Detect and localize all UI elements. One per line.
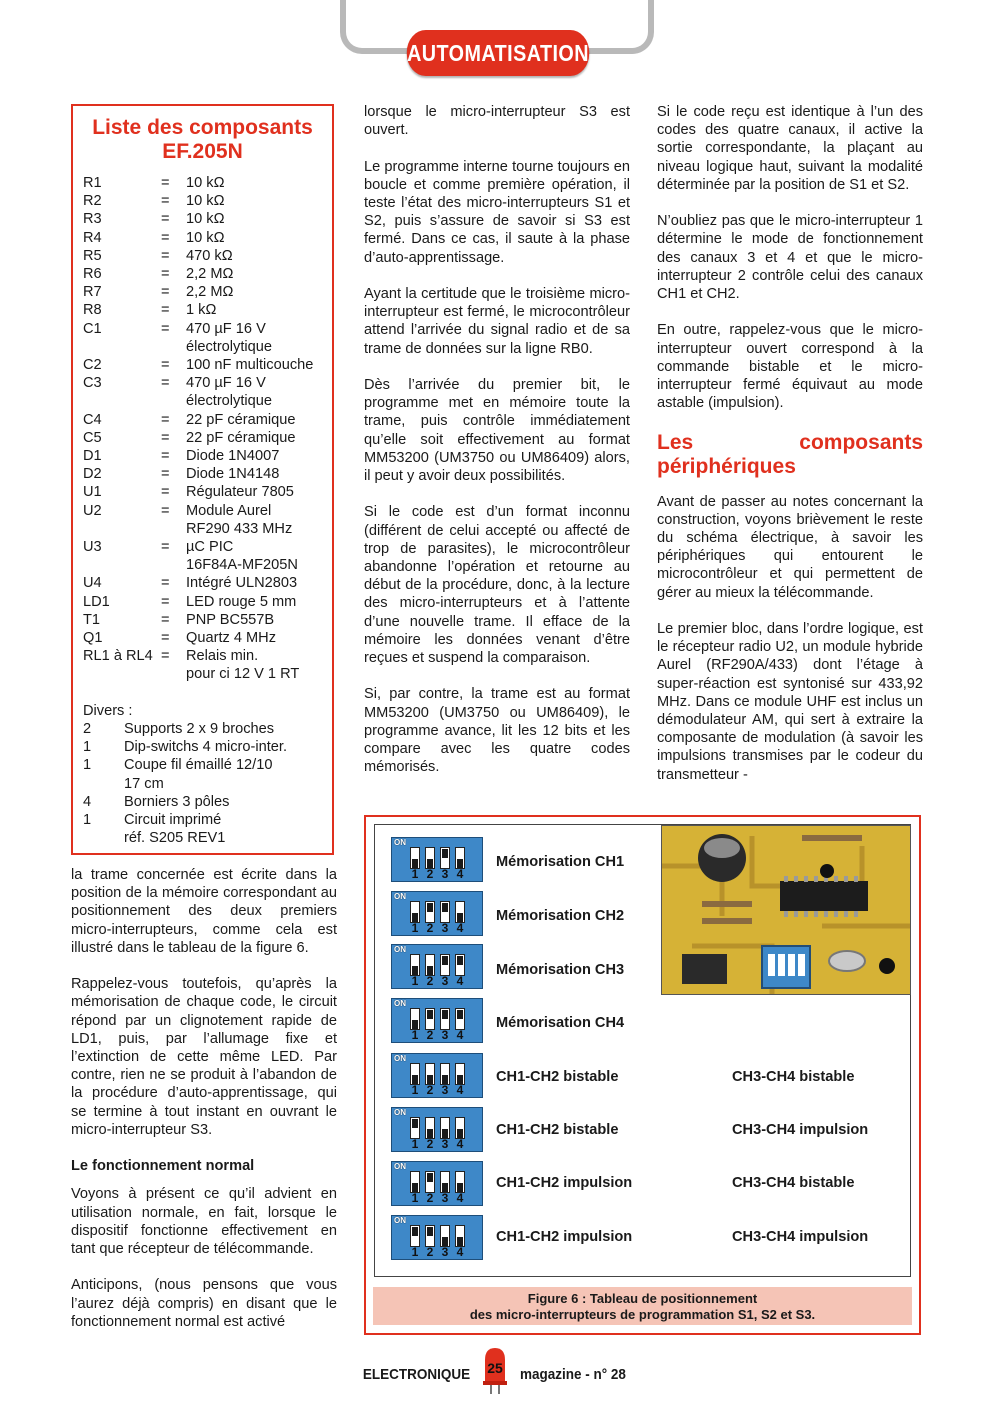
section-label: AUTOMATISATION	[407, 30, 589, 76]
switch-number: 2	[426, 1245, 434, 1259]
switch-number: 4	[456, 921, 464, 935]
part-value	[186, 320, 322, 356]
paragraph: Anticipons, (nous pensons que vous l’aurez déjà compris) en disant que le fonctionnement normal est activé	[71, 1277, 337, 1330]
part-value	[186, 593, 322, 611]
divers-line: Supports 2 x 9 broches	[124, 721, 275, 738]
part-equals: =	[161, 375, 170, 392]
divers-qty: 1	[83, 757, 92, 774]
figure-row-label: CH1-CH2 impulsion	[496, 1175, 633, 1191]
parts-row	[83, 192, 322, 210]
part-value	[186, 483, 322, 501]
part-ref: R4	[83, 229, 102, 246]
figure-row-label-2: CH3-CH4 bistable	[732, 1175, 855, 1191]
part-equals: =	[161, 266, 170, 283]
switch-lever	[425, 1225, 435, 1247]
switch-number: 2	[426, 1028, 434, 1042]
switch-knob	[427, 1010, 433, 1019]
divers-item	[124, 793, 322, 811]
switch-lever	[410, 1008, 420, 1030]
paragraph: Le premier bloc, dans l’ordre logique, est le récepteur radio U2, un module hybride Aurel (RF290A/433) dont l’étage à super-réaction est syntonisé sur 433,92 MHz. Dans ce module UHF est inclus un démodulateur AM, qui sert à extraire la composante de modulation (à savoir les impulsions transmises par le codeur du transmetteur -	[657, 621, 923, 783]
parts-row	[83, 283, 322, 301]
paragraph: Si le code reçu est identique à l’un des codes des quatre canaux, il active la sortie correspondante, la plaçant au niveau logique haut, suivant la modalité déterminée par la position de S1 et S2.	[657, 104, 923, 193]
switch-knob	[442, 903, 448, 912]
part-value	[186, 447, 322, 465]
switch-knob	[412, 1227, 418, 1236]
switch-number: 4	[456, 1028, 464, 1042]
divers-line-2: 17 cm	[124, 775, 164, 792]
circuit-board-illustration	[662, 826, 911, 995]
divers-item	[124, 738, 322, 756]
switch-number: 1	[411, 1191, 419, 1205]
part-ref: C2	[83, 357, 102, 374]
parts-row	[83, 210, 322, 228]
parts-row	[83, 247, 322, 265]
switch-number: 1	[411, 867, 419, 881]
part-equals: =	[161, 302, 170, 319]
switch-on-label: ON	[394, 838, 406, 847]
switch-on-label: ON	[394, 1162, 406, 1171]
part-equals: =	[161, 630, 170, 647]
parts-row	[83, 320, 322, 356]
figure-row-label: CH1-CH2 impulsion	[496, 1229, 633, 1245]
switch-number: 2	[426, 921, 434, 935]
switch-lever	[455, 1225, 465, 1247]
paragraph: Dès l’arrivée du premier bit, le programme met en mémoire toute la trame, puis contrôle immédiatement qu’elle soit effectivement au format MM53200 (UM3750 ou UM86409) alors, il peut y avoir deux possibilités.	[364, 377, 630, 485]
switch-knob	[442, 849, 448, 858]
dip-switch-icon	[391, 944, 483, 989]
part-value-line: Diode 1N4148	[186, 466, 280, 483]
switch-number: 3	[441, 1028, 449, 1042]
parts-row	[83, 629, 322, 647]
part-value-line: Régulateur 7805	[186, 484, 294, 501]
parts-list	[83, 174, 322, 684]
switch-number: 3	[441, 921, 449, 935]
paragraph: Rappelez-vous toutefois, qu’après la mémorisation de chaque code, le circuit répond par un clignotement rapide de LD1, puis, par l’allumage fixe et l’extinction de cette même LED. Par contre, rien ne se produit à l’abandon de la procédure d’auto-apprentissage, qui se termine à tout instant en ouvrant le micro-interrupteur S3.	[71, 976, 337, 1138]
switch-knob	[427, 1173, 433, 1182]
switch-lever	[410, 1171, 420, 1193]
switch-lever	[440, 1008, 450, 1030]
part-value-line: Intégré ULN2803	[186, 575, 298, 592]
switch-number: 4	[456, 1083, 464, 1097]
page-number-led-icon	[482, 1348, 508, 1388]
switch-lever	[410, 1225, 420, 1247]
part-value-line: 10 kΩ	[186, 211, 225, 228]
part-equals: =	[161, 429, 170, 446]
part-value-line: Relais min.	[186, 648, 259, 665]
part-equals: =	[161, 484, 170, 501]
divers-qty: 2	[83, 721, 92, 738]
figure-row-label-2: CH3-CH4 bistable	[732, 1069, 855, 1085]
part-ref: R3	[83, 211, 102, 228]
divers-item	[124, 756, 322, 792]
parts-row	[83, 356, 322, 374]
divers-title: Divers :	[83, 702, 133, 719]
part-value	[186, 247, 322, 265]
part-value-line: 22 pF céramique	[186, 429, 296, 446]
switch-lever	[455, 1008, 465, 1030]
part-value-line: 100 nF multicouche	[186, 357, 314, 374]
part-value	[186, 411, 322, 429]
divers-line: Circuit imprimé	[124, 812, 222, 829]
switch-lever	[425, 1008, 435, 1030]
part-equals: =	[161, 611, 170, 628]
parts-row	[83, 429, 322, 447]
switch-lever	[425, 954, 435, 976]
switch-lever	[440, 1117, 450, 1139]
parts-row	[83, 574, 322, 592]
switch-lever	[410, 847, 420, 869]
part-value-line: 2,2 MΩ	[186, 284, 234, 301]
part-value-line: 2,2 MΩ	[186, 266, 234, 283]
column-2-text	[364, 103, 630, 795]
parts-list-box	[71, 104, 334, 855]
paragraph: Voyons à présent ce qu’il advient en utilisation normale, en fait, lorsque le dispositif fonctionne effectivement en tant que récepteur de télécommande.	[71, 1186, 337, 1258]
switch-knob	[442, 1010, 448, 1019]
part-equals: =	[161, 320, 170, 337]
part-value-line: 10 kΩ	[186, 175, 225, 191]
paragraph: lorsque le micro-interrupteur S3 est ouvert.	[364, 104, 630, 139]
part-equals: =	[161, 229, 170, 246]
part-value-line-2: électrolytique	[186, 338, 272, 355]
parts-row	[83, 301, 322, 319]
part-equals: =	[161, 175, 170, 191]
part-ref: C5	[83, 429, 102, 446]
paragraph: Avant de passer au notes concernant la construction, voyons brièvement le reste du schéma électrique, à savoir les périphériques qui entourent le microcontrôleur et qui permettent de gérer au mieux la télécommande.	[657, 493, 923, 601]
part-equals: =	[161, 357, 170, 374]
part-value-line: 10 kΩ	[186, 193, 225, 210]
divers-row	[83, 756, 322, 792]
switch-lever	[440, 1171, 450, 1193]
paragraph: Si le code est d’un format inconnu (différent de celui accepté ou affecté de trop de parasites), le microcontrôleur abandonne l’opération et retourne au début de la procédure, donc, à la lecture des micro-interrupteurs et à l’attente d’une nouvelle trame. Il efface de la mémoire les données venant d’être reçues et suspend la comparaison.	[364, 504, 630, 667]
switch-number: 3	[441, 974, 449, 988]
part-value	[186, 629, 322, 647]
figure-row-label: Mémorisation CH3	[496, 962, 625, 978]
part-equals: =	[161, 539, 170, 556]
switch-number: 1	[411, 921, 419, 935]
part-value-line: 470 µF 16 V	[186, 320, 266, 337]
switch-number: 4	[456, 1137, 464, 1151]
switch-lever	[410, 954, 420, 976]
switch-number: 1	[411, 974, 419, 988]
switch-on-label: ON	[394, 999, 406, 1008]
part-value	[186, 265, 322, 283]
switch-lever	[440, 847, 450, 869]
circuit-board-photo	[661, 825, 911, 995]
part-value-line: µC PIC	[186, 539, 234, 556]
part-value	[186, 429, 322, 447]
figure-row-label: Mémorisation CH1	[496, 854, 625, 870]
switch-number: 4	[456, 867, 464, 881]
dip-switch-icon	[391, 837, 483, 882]
parts-row	[83, 265, 322, 283]
part-ref: D1	[83, 448, 102, 465]
switch-lever	[410, 1117, 420, 1139]
part-ref: R7	[83, 284, 102, 301]
switch-lever	[440, 1063, 450, 1085]
part-ref: D2	[83, 466, 102, 483]
part-equals: =	[161, 575, 170, 592]
part-equals: =	[161, 284, 170, 301]
part-value-line: 10 kΩ	[186, 229, 225, 246]
part-value-line-2: pour ci 12 V 1 RT	[186, 666, 300, 683]
switch-on-label: ON	[394, 1216, 406, 1225]
switch-lever	[425, 1117, 435, 1139]
column-3-text	[657, 103, 923, 802]
switch-number: 3	[441, 1083, 449, 1097]
part-value-line-2: RF290 433 MHz	[186, 520, 293, 537]
divers-row	[83, 720, 322, 738]
part-value	[186, 174, 322, 192]
part-value	[186, 538, 322, 574]
part-ref: R2	[83, 193, 102, 210]
parts-row	[83, 647, 322, 683]
switch-number: 2	[426, 1083, 434, 1097]
parts-row	[83, 229, 322, 247]
figure-row-label: CH1-CH2 bistable	[496, 1122, 619, 1138]
part-ref: U3	[83, 539, 102, 556]
part-ref: Q1	[83, 630, 103, 647]
paragraph: Le programme interne tourne toujours en boucle et comme première opération, il teste l’état des micro-interrupteurs S1 et S2, puis s’assure de savoir si S3 est fermé. Dans ce cas, il saute à la phase d’auto-apprentissage.	[364, 158, 630, 266]
part-value	[186, 229, 322, 247]
part-ref: LD1	[83, 593, 110, 610]
parts-row	[83, 447, 322, 465]
switch-lever	[425, 901, 435, 923]
part-value-line: Module Aurel	[186, 502, 272, 519]
switch-lever	[425, 1171, 435, 1193]
part-ref: R8	[83, 302, 102, 319]
switch-lever	[440, 901, 450, 923]
page-footer	[0, 1362, 992, 1392]
switch-knob	[457, 956, 463, 965]
figure-row-label: Mémorisation CH4	[496, 1015, 625, 1031]
part-value	[186, 356, 322, 374]
switch-number: 1	[411, 1245, 419, 1259]
switch-number: 4	[456, 974, 464, 988]
part-equals: =	[161, 247, 170, 264]
divers-line: Coupe fil émaillé 12/10	[124, 757, 273, 774]
parts-row	[83, 411, 322, 429]
switch-number: 4	[456, 1245, 464, 1259]
switch-knob	[442, 956, 448, 965]
switch-knob	[427, 1227, 433, 1236]
figure-row-label: Mémorisation CH2	[496, 908, 625, 924]
switch-lever	[455, 1171, 465, 1193]
part-ref: C1	[83, 320, 102, 337]
part-value-line: Quartz 4 MHz	[186, 630, 277, 647]
parts-row	[83, 374, 322, 410]
paragraph: Si, par contre, la trame est au format MM53200 (UM3750 ou UM86409), le programme avance, lit les 12 bits et les compare avec les quatre codes mémorisés.	[364, 686, 630, 776]
part-ref: R5	[83, 247, 102, 264]
dip-switch-icon	[391, 1215, 483, 1260]
switch-on-label: ON	[394, 1054, 406, 1063]
part-ref: C3	[83, 375, 102, 392]
switch-knob	[457, 1010, 463, 1019]
switch-lever	[440, 954, 450, 976]
part-value-line: LED rouge 5 mm	[186, 593, 297, 610]
column-1-text	[71, 866, 337, 1349]
part-value	[186, 647, 322, 683]
paragraph: la trame concernée est écrite dans la position de la mémoire correspondant au positionnement des deux premiers micro-interrupteurs, comme cela est illustré dans le tableau de la figure 6.	[71, 867, 337, 956]
section-title: Les composants périphériques	[657, 430, 923, 478]
part-value	[186, 210, 322, 228]
part-equals: =	[161, 193, 170, 210]
divers-row	[83, 738, 322, 756]
switch-lever	[455, 954, 465, 976]
switch-on-label: ON	[394, 945, 406, 954]
part-ref: RL1 à RL4	[83, 648, 153, 665]
part-value	[186, 611, 322, 629]
part-value	[186, 574, 322, 592]
switch-number: 3	[441, 1245, 449, 1259]
part-ref: C4	[83, 411, 102, 428]
divers-item	[124, 720, 322, 738]
dip-switch-icon	[391, 1161, 483, 1206]
switch-on-label: ON	[394, 1108, 406, 1117]
part-value-line: Diode 1N4007	[186, 448, 280, 465]
parts-row	[83, 174, 322, 192]
switch-knob	[427, 903, 433, 912]
part-value	[186, 465, 322, 483]
divers-row	[83, 811, 322, 847]
divers-row	[83, 793, 322, 811]
switch-number: 1	[411, 1083, 419, 1097]
divers-qty: 1	[83, 739, 92, 756]
part-ref: U2	[83, 502, 102, 519]
part-value-line: 22 pF céramique	[186, 411, 296, 428]
parts-row	[83, 611, 322, 629]
paragraph: Ayant la certitude que le troisième micro-interrupteur est fermé, le microcontrôleur attend l’arrivée du signal radio et de sa trame de données sur la ligne RB0.	[364, 286, 630, 357]
parts-row	[83, 593, 322, 611]
switch-lever	[455, 1063, 465, 1085]
switch-lever	[440, 1225, 450, 1247]
part-value-line: 470 kΩ	[186, 247, 233, 264]
switch-on-label: ON	[394, 892, 406, 901]
dip-switch-icon	[391, 1053, 483, 1098]
switch-number: 2	[426, 867, 434, 881]
paragraph: En outre, rappelez-vous que le micro-interrupteur ouvert correspond à la commande bistable et le micro-interrupteur fermé équivaut au mode astable (impulsion).	[657, 322, 923, 412]
footer-issue: magazine - n° 28	[520, 1366, 626, 1383]
divers-line-2: réf. S205 REV1	[124, 830, 226, 847]
switch-number: 1	[411, 1137, 419, 1151]
switch-lever	[455, 901, 465, 923]
part-equals: =	[161, 648, 170, 665]
part-value	[186, 502, 322, 538]
switch-number: 3	[441, 867, 449, 881]
switch-number: 3	[441, 1191, 449, 1205]
switch-number: 4	[456, 1191, 464, 1205]
figure-row-label: CH1-CH2 bistable	[496, 1069, 619, 1085]
switch-number: 2	[426, 1191, 434, 1205]
divers-qty: 1	[83, 812, 92, 829]
switch-number: 1	[411, 1028, 419, 1042]
part-equals: =	[161, 593, 170, 610]
figure-row-label-2: CH3-CH4 impulsion	[732, 1229, 869, 1245]
parts-row	[83, 465, 322, 483]
switch-knob	[412, 1119, 418, 1128]
part-ref: U4	[83, 575, 102, 592]
part-value	[186, 192, 322, 210]
part-value	[186, 374, 322, 410]
part-value-line: 470 µF 16 V	[186, 375, 266, 392]
parts-list-title: Liste des composants EF.205N	[92, 116, 313, 163]
page-number: 25	[487, 1360, 503, 1376]
switch-lever	[455, 847, 465, 869]
part-value-line-2: électrolytique	[186, 393, 272, 410]
part-equals: =	[161, 448, 170, 465]
switch-lever	[410, 1063, 420, 1085]
part-equals: =	[161, 411, 170, 428]
part-value-line: 1 kΩ	[186, 302, 217, 319]
part-equals: =	[161, 466, 170, 483]
divers-item	[124, 811, 322, 847]
part-value	[186, 301, 322, 319]
part-ref: R1	[83, 175, 102, 191]
divers-qty: 4	[83, 793, 92, 810]
switch-number: 2	[426, 974, 434, 988]
switch-lever	[425, 847, 435, 869]
figure-row-label-2: CH3-CH4 impulsion	[732, 1122, 869, 1138]
divers-list	[83, 720, 322, 847]
switch-lever	[410, 901, 420, 923]
divers-line: Borniers 3 pôles	[124, 793, 230, 810]
part-equals: =	[161, 502, 170, 519]
part-value-line-2: 16F84A-MF205N	[186, 557, 298, 574]
part-ref: T1	[83, 611, 101, 628]
part-ref: R6	[83, 266, 102, 283]
divers-line: Dip-switchs 4 micro-inter.	[124, 739, 287, 756]
caption-line-1: Figure 6 : Tableau de positionnement	[527, 1291, 758, 1306]
parts-row	[83, 502, 322, 538]
paragraph: N’oubliez pas que le micro-interrupteur 1 détermine le mode de fonctionnement des canaux 3 et 4 et que le micro-interrupteur 2 contrôle celui des canaux CH1 et CH2.	[657, 213, 923, 303]
footer-magazine-name: ELECTRONIQUE	[362, 1366, 470, 1383]
part-value	[186, 283, 322, 301]
switch-number: 3	[441, 1137, 449, 1151]
subheading: Le fonctionnement normal	[71, 1158, 255, 1175]
caption-line-2: des micro-interrupteurs de programmation S1, S2 et S3.	[469, 1307, 816, 1322]
dip-switch-icon	[391, 891, 483, 936]
dip-switch-icon	[391, 1107, 483, 1152]
switch-lever	[425, 1063, 435, 1085]
figure-caption	[373, 1287, 912, 1325]
parts-row	[83, 538, 322, 574]
switch-number: 2	[426, 1137, 434, 1151]
part-value-line: PNP BC557B	[186, 611, 275, 628]
part-ref: U1	[83, 484, 102, 501]
parts-row	[83, 483, 322, 501]
switch-lever	[455, 1117, 465, 1139]
dip-switch-icon	[391, 998, 483, 1043]
part-equals: =	[161, 211, 170, 228]
